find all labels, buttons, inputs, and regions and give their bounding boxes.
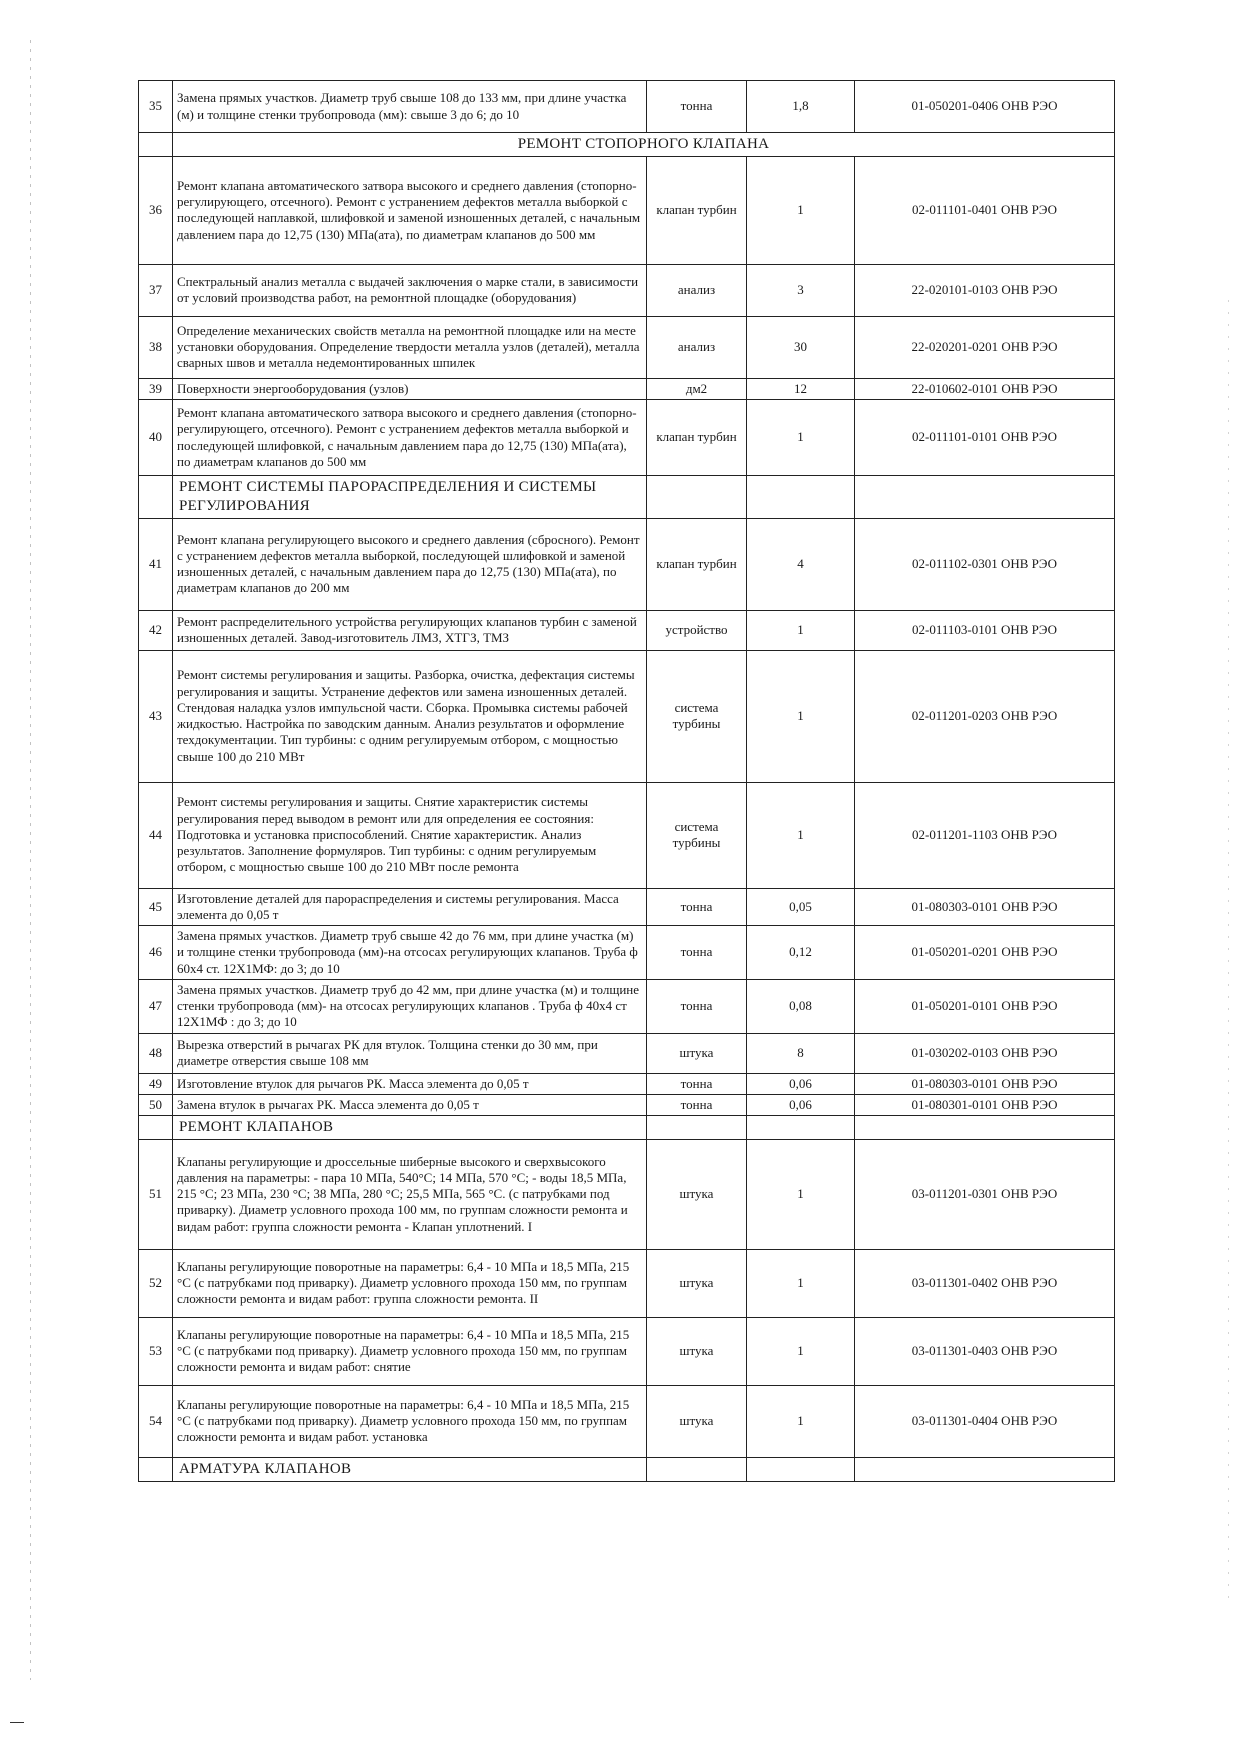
row-description: Спектральный анализ металла с выдачей заключения о марке стали, в зависимости от условий производства работ, на ремонтной площадке (оборудования): [173, 264, 647, 316]
row-number: 50: [139, 1094, 173, 1115]
row-number: 48: [139, 1033, 173, 1073]
row-quantity: 1,8: [747, 81, 855, 133]
row-number: 54: [139, 1385, 173, 1457]
row-norm-code: 03-011301-0402 ОНВ РЭО: [855, 1249, 1115, 1317]
row-description: Ремонт системы регулирования и защиты. Снятие характеристик системы регулирования перед выводом в ремонт или для определения ее состояния: Подготовка и установка приспособлений. Снятие характеристик. Анализ результатов. Заполнение формуляров. Тип турбины: с одним регулируемым отбором, с мощностью свыше 100 до 210 МВт после ремонта: [173, 782, 647, 888]
section-number-cell: [139, 1116, 173, 1140]
row-number: 49: [139, 1073, 173, 1094]
row-unit: тонна: [647, 81, 747, 133]
row-norm-code: 01-050201-0406 ОНВ РЭО: [855, 81, 1115, 133]
row-description: Клапаны регулирующие поворотные на параметры: 6,4 - 10 МПа и 18,5 МПа, 215 °С (с патрубками под приварку). Диаметр условного прохода 150 мм, по группам сложности ремонта и видам работ: группа сложности ремонта. II: [173, 1249, 647, 1317]
row-quantity: 1: [747, 1249, 855, 1317]
row-unit: клапан турбин: [647, 156, 747, 264]
document-sheet: [138, 80, 1114, 1482]
row-number: 51: [139, 1139, 173, 1249]
empty-cell: [647, 476, 747, 519]
row-number: 45: [139, 888, 173, 926]
section-title: РЕМОНТ СТОПОРНОГО КЛАПАНА: [173, 133, 1115, 157]
table-row: [139, 518, 1115, 610]
row-quantity: 1: [747, 1385, 855, 1457]
row-unit: клапан турбин: [647, 518, 747, 610]
table-row: [139, 979, 1115, 1033]
row-unit: дм2: [647, 378, 747, 399]
row-number: 43: [139, 650, 173, 782]
row-number: 36: [139, 156, 173, 264]
row-quantity: 1: [747, 1317, 855, 1385]
work-estimate-table: [138, 80, 1115, 1482]
row-description: Изготовление деталей для парораспределения и системы регулирования. Масса элемента до 0,05 т: [173, 888, 647, 926]
row-norm-code: 01-080303-0101 ОНВ РЭО: [855, 1073, 1115, 1094]
table-body: [139, 81, 1115, 1482]
row-description: Ремонт клапана автоматического затвора высокого и среднего давления (стопорно-регулирующего, отсечного). Ремонт с устранением дефектов металла выборкой и последующей шлифовкой, с начальным давлением пара до 12,75 (130) МПа(ата), по диаметрам клапанов до 500 мм: [173, 400, 647, 476]
row-unit: устройство: [647, 610, 747, 650]
row-number: 40: [139, 400, 173, 476]
row-quantity: 3: [747, 264, 855, 316]
table-row: [139, 264, 1115, 316]
table-row: [139, 650, 1115, 782]
row-norm-code: 22-020101-0103 ОНВ РЭО: [855, 264, 1115, 316]
empty-cell: [855, 1457, 1115, 1481]
row-unit: штука: [647, 1139, 747, 1249]
empty-cell: [747, 1116, 855, 1140]
row-norm-code: 02-011102-0301 ОНВ РЭО: [855, 518, 1115, 610]
scan-edge-right: [1228, 300, 1229, 1600]
row-quantity: 0,06: [747, 1094, 855, 1115]
row-description: Клапаны регулирующие поворотные на параметры: 6,4 - 10 МПа и 18,5 МПа, 215 °С (с патрубками под приварку). Диаметр условного прохода 150 мм, по группам сложности ремонта и видам работ. установка: [173, 1385, 647, 1457]
table-row: [139, 888, 1115, 926]
section-header-row: [139, 1116, 1115, 1140]
empty-cell: [855, 476, 1115, 519]
empty-cell: [647, 1116, 747, 1140]
row-norm-code: 22-020201-0201 ОНВ РЭО: [855, 316, 1115, 378]
table-row: [139, 378, 1115, 399]
row-norm-code: 01-050201-0201 ОНВ РЭО: [855, 926, 1115, 980]
row-number: 37: [139, 264, 173, 316]
row-quantity: 1: [747, 782, 855, 888]
empty-cell: [747, 476, 855, 519]
row-unit: тонна: [647, 926, 747, 980]
row-description: Клапаны регулирующие поворотные на параметры: 6,4 - 10 МПа и 18,5 МПа, 215 °С (с патрубками под приварку). Диаметр условного прохода 150 мм, по группам сложности ремонта и видам работ: снятие: [173, 1317, 647, 1385]
table-row: [139, 316, 1115, 378]
row-norm-code: 02-011103-0101 ОНВ РЭО: [855, 610, 1115, 650]
table-row: [139, 782, 1115, 888]
row-quantity: 4: [747, 518, 855, 610]
row-unit: тонна: [647, 1094, 747, 1115]
table-row: [139, 81, 1115, 133]
row-quantity: 12: [747, 378, 855, 399]
row-norm-code: 01-030202-0103 ОНВ РЭО: [855, 1033, 1115, 1073]
row-number: 35: [139, 81, 173, 133]
row-description: Замена втулок в рычагах РК. Масса элемента до 0,05 т: [173, 1094, 647, 1115]
row-quantity: 8: [747, 1033, 855, 1073]
row-norm-code: 01-080303-0101 ОНВ РЭО: [855, 888, 1115, 926]
table-row: [139, 1033, 1115, 1073]
empty-cell: [855, 1116, 1115, 1140]
row-number: 47: [139, 979, 173, 1033]
empty-cell: [747, 1457, 855, 1481]
table-row: [139, 1249, 1115, 1317]
row-norm-code: 01-050201-0101 ОНВ РЭО: [855, 979, 1115, 1033]
table-row: [139, 1385, 1115, 1457]
row-description: Изготовление втулок для рычагов РК. Масса элемента до 0,05 т: [173, 1073, 647, 1094]
row-description: Замена прямых участков. Диаметр труб до 42 мм, при длине участка (м) и толщине стенки трубопровода (мм)- на отсосах регулирующих клапанов . Труба ф 40х4 ст 12Х1МФ : до 3; до 10: [173, 979, 647, 1033]
table-row: [139, 1139, 1115, 1249]
table-row: [139, 156, 1115, 264]
section-header-row: [139, 133, 1115, 157]
row-quantity: 0,06: [747, 1073, 855, 1094]
section-number-cell: [139, 1457, 173, 1481]
row-norm-code: 03-011301-0404 ОНВ РЭО: [855, 1385, 1115, 1457]
row-unit: анализ: [647, 316, 747, 378]
row-unit: штука: [647, 1033, 747, 1073]
row-number: 38: [139, 316, 173, 378]
row-quantity: 1: [747, 1139, 855, 1249]
table-row: [139, 610, 1115, 650]
row-unit: тонна: [647, 979, 747, 1033]
row-quantity: 1: [747, 156, 855, 264]
row-description: Ремонт распределительного устройства регулирующих клапанов турбин с заменой изношенных деталей. Завод-изготовитель ЛМЗ, ХТГЗ, ТМЗ: [173, 610, 647, 650]
row-description: Ремонт клапана автоматического затвора высокого и среднего давления (стопорно-регулирующего, отсечного). Ремонт с устранением дефектов металла выборкой с последующей наплавкой, шлифовкой и заменой изношенных деталей, с начальным давлением пара до 12,75 (130) МПа(ата), по диаметрам клапанов до 500 мм: [173, 156, 647, 264]
row-quantity: 1: [747, 610, 855, 650]
section-title: РЕМОНТ СИСТЕМЫ ПАРОРАСПРЕДЕЛЕНИЯ И СИСТЕМЫ РЕГУЛИРОВАНИЯ: [173, 476, 647, 519]
row-norm-code: 22-010602-0101 ОНВ РЭО: [855, 378, 1115, 399]
row-unit: штука: [647, 1317, 747, 1385]
row-quantity: 1: [747, 650, 855, 782]
row-norm-code: 03-011301-0403 ОНВ РЭО: [855, 1317, 1115, 1385]
row-description: Замена прямых участков. Диаметр труб свыше 42 до 76 мм, при длине участка (м) и толщине стенки трубопровода (мм)-на отсосах регулирующих клапанов. Труба ф 60х4 ст. 12Х1МФ: до 3; до 10: [173, 926, 647, 980]
row-unit: клапан турбин: [647, 400, 747, 476]
section-header-row: [139, 1457, 1115, 1481]
row-description: Вырезка отверстий в рычагах РК для втулок. Толщина стенки до 30 мм, при диаметре отверстия свыше 108 мм: [173, 1033, 647, 1073]
row-description: Поверхности энергооборудования (узлов): [173, 378, 647, 399]
row-quantity: 30: [747, 316, 855, 378]
table-row: [139, 1073, 1115, 1094]
row-number: 52: [139, 1249, 173, 1317]
row-number: 46: [139, 926, 173, 980]
section-header-row: [139, 476, 1115, 519]
row-description: Ремонт клапана регулирующего высокого и среднего давления (сбросного). Ремонт с устранением дефектов металла выборкой, последующей шлифовкой и заменой изношенных деталей, с начальным давлением пара до 12,75 (130) МПа(ата), по диаметрам клапанов до 200 мм: [173, 518, 647, 610]
row-norm-code: 02-011201-1103 ОНВ РЭО: [855, 782, 1115, 888]
row-norm-code: 02-011201-0203 ОНВ РЭО: [855, 650, 1115, 782]
row-description: Определение механических свойств металла на ремонтной площадке или на месте установки оборудования. Определение твердости металла узлов (деталей), металла сварных швов и металла недемонтированных шпилек: [173, 316, 647, 378]
row-quantity: 0,08: [747, 979, 855, 1033]
row-unit: штука: [647, 1249, 747, 1317]
row-number: 44: [139, 782, 173, 888]
row-quantity: 0,05: [747, 888, 855, 926]
row-unit: система турбины: [647, 782, 747, 888]
row-unit: штука: [647, 1385, 747, 1457]
row-unit: система турбины: [647, 650, 747, 782]
row-description: Клапаны регулирующие и дроссельные шиберные высокого и сверхвысокого давления на параметры: - пара 10 МПа, 540°С; 14 МПа, 570 °С; - воды 18,5 МПа, 215 °С; 23 МПа, 230 °С; 38 МПа, 280 °С; 25,5 МПа, 565 °С. (с патрубками под приварку). Диаметр условного прохода 100 мм, по группам сложности ремонта и видам работ: группа сложности ремонта - Клапан уплотнений. I: [173, 1139, 647, 1249]
row-description: Ремонт системы регулирования и защиты. Разборка, очистка, дефектация системы регулирования и защиты. Устранение дефектов или замена изношенных деталей. Стендовая наладка узлов импульсной части. Сборка. Промывка системы рабочей жидкостью. Настройка по заводским данным. Анализ результатов и оформление техдокументации. Тип турбины: с одним регулируемым отбором, с мощностью свыше 100 до 210 МВт: [173, 650, 647, 782]
row-norm-code: 02-011101-0101 ОНВ РЭО: [855, 400, 1115, 476]
row-quantity: 0,12: [747, 926, 855, 980]
row-number: 39: [139, 378, 173, 399]
empty-cell: [647, 1457, 747, 1481]
row-number: 42: [139, 610, 173, 650]
scan-edge-left: [30, 40, 31, 1680]
section-number-cell: [139, 133, 173, 157]
row-norm-code: 02-011101-0401 ОНВ РЭО: [855, 156, 1115, 264]
row-unit: анализ: [647, 264, 747, 316]
row-number: 53: [139, 1317, 173, 1385]
section-title: РЕМОНТ КЛАПАНОВ: [173, 1116, 647, 1140]
row-number: 41: [139, 518, 173, 610]
section-number-cell: [139, 476, 173, 519]
row-norm-code: 01-080301-0101 ОНВ РЭО: [855, 1094, 1115, 1115]
row-description: Замена прямых участков. Диаметр труб свыше 108 до 133 мм, при длине участка (м) и толщине стенки трубопровода (мм): свыше 3 до 6; до 10: [173, 81, 647, 133]
table-row: [139, 926, 1115, 980]
table-row: [139, 1317, 1115, 1385]
table-row: [139, 400, 1115, 476]
row-unit: тонна: [647, 1073, 747, 1094]
row-unit: тонна: [647, 888, 747, 926]
row-norm-code: 03-011201-0301 ОНВ РЭО: [855, 1139, 1115, 1249]
section-title: АРМАТУРА КЛАПАНОВ: [173, 1457, 647, 1481]
margin-mark: [10, 1722, 24, 1723]
table-row: [139, 1094, 1115, 1115]
row-quantity: 1: [747, 400, 855, 476]
